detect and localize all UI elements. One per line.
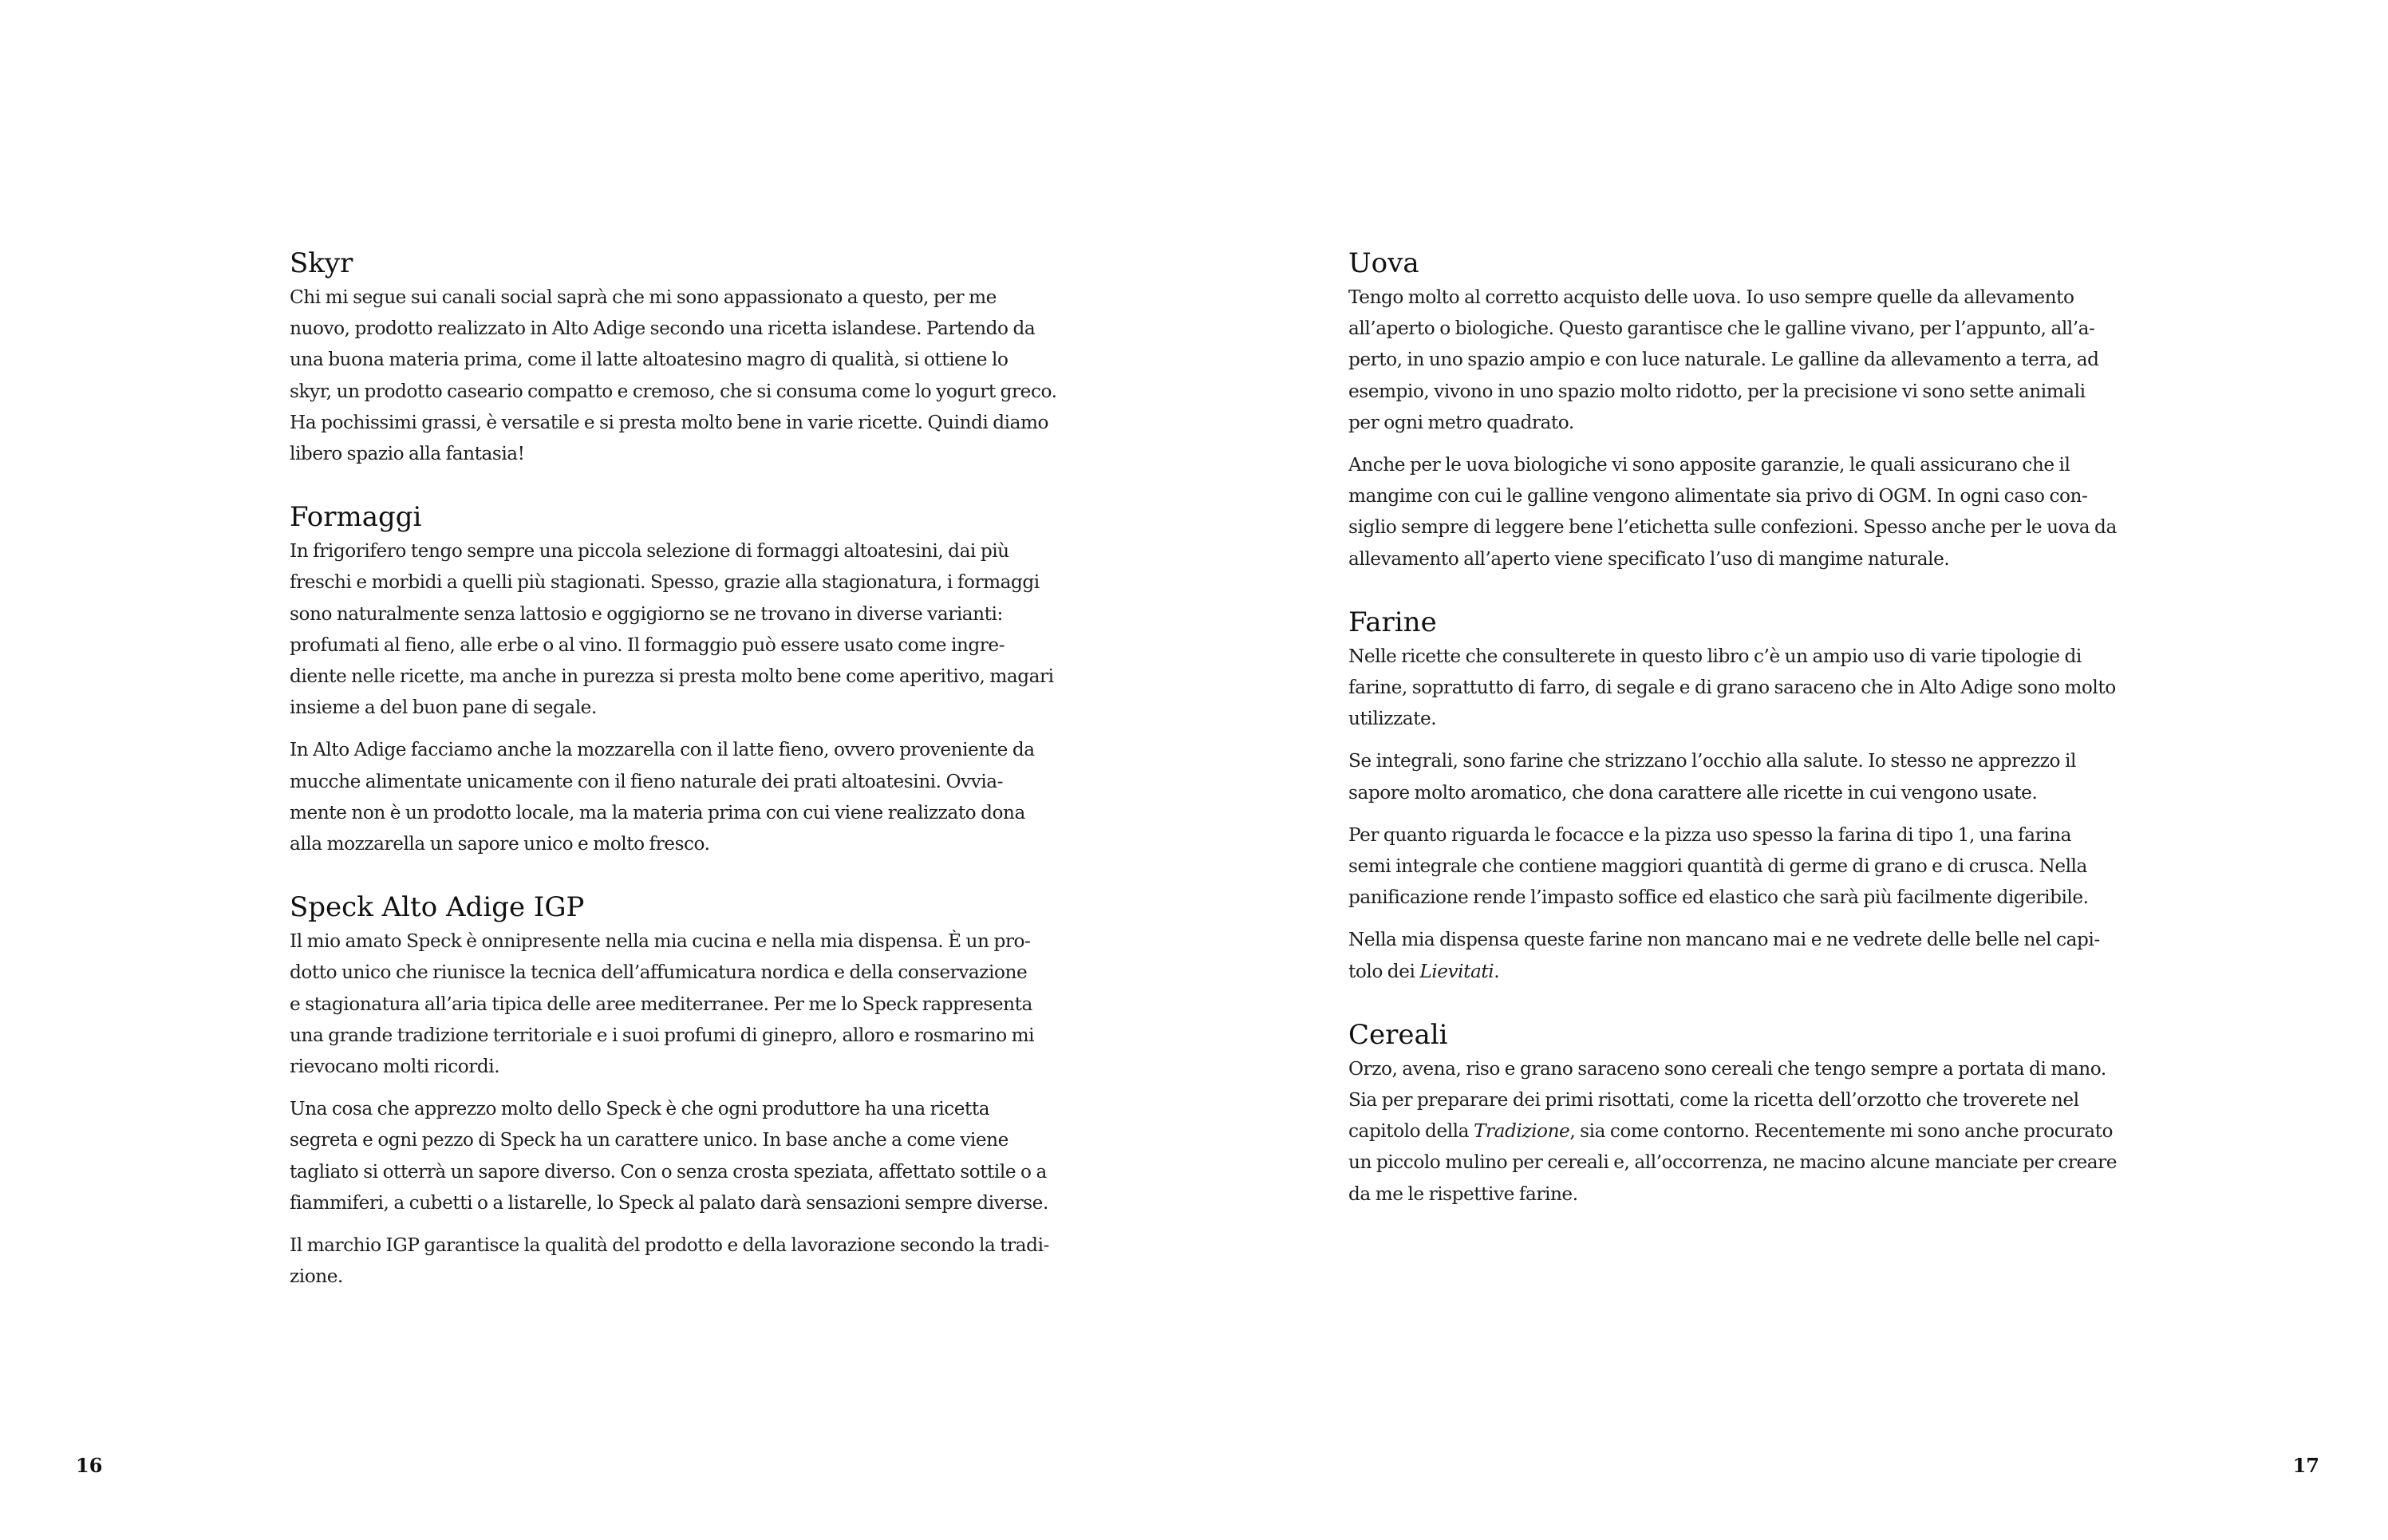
text-line: freschi e morbidi a quelli più stagionati. Spesso, grazie alla stagionatura, i formaggi [290,571,1040,594]
text-line: utilizzate. [1348,708,1437,730]
section-formaggi [290,500,1054,859]
body-paragraph [1348,819,2108,914]
section-cereali [1348,1017,2118,1210]
text-line: un piccolo mulino per cereali e, all’occorrenza, ne macino alcune manciate per creare [1348,1151,2118,1174]
body-paragraph [1348,449,2117,575]
text-line: Ha pochissimi grassi, è versatile e si presta molto bene in varie ricette. Quindi diamo [290,411,1049,433]
text-line: rievocano molti ricordi. [290,1056,500,1078]
section-uova [1348,246,2117,575]
text-line: per ogni metro quadrato. [1348,411,1574,433]
text-line: Sia per preparare dei primi risottati, come la ricetta dell’orzotto che troverete nel [1348,1089,2079,1112]
text-line: farine, soprattutto di farro, di segale e di grano saraceno che in Alto Adige sono molto [1348,677,2116,699]
text-line: capitolo della Tradizione, sia come contorno. Recentemente mi sono anche procurato [1348,1120,2114,1143]
section-heading: Uova [1348,247,1419,279]
text-line: profumati al fieno, alle erbe o al vino. Il formaggio può essere usato come ingre- [290,634,1005,656]
text-line: Tengo molto al corretto acquisto delle uova. Io uso sempre quelle da allevamento [1348,286,2074,308]
section-heading: Farine [1348,606,1437,638]
body-paragraph [1348,924,2108,986]
italic-term: Lievitati [1419,960,1494,982]
section-heading: Skyr [290,247,353,279]
text-line: alla mozzarella un sapore unico e molto fresco. [290,833,710,855]
text-line: Chi mi segue sui canali social saprà che mi sono appassionato a questo, per me [290,286,997,308]
body-paragraph [1348,641,2116,735]
section-heading: Formaggi [290,501,422,534]
right-page-text-column [1348,246,2118,1240]
text-line: mucche alimentate unicamente con il fieno naturale dei prati altoatesini. Ovvia- [290,770,1004,792]
italic-term: Tradizione [1473,1120,1570,1143]
body-paragraph [1348,282,2108,438]
text-line: Il mio amato Speck è onnipresente nella mia cucina e nella mia dispensa. È un pro- [290,930,1031,953]
text-line: In frigorifero tengo sempre una piccola selezione di formaggi altoatesini, dai più [290,540,1009,563]
text-line: skyr, un prodotto caseario compatto e cremoso, che si consuma come lo yogurt greco. [290,380,1057,402]
text-line: segreta e ogni pezzo di Speck ha un carattere unico. In base anche a come viene [290,1129,1008,1151]
body-paragraph [1348,745,2108,808]
text-line: da me le rispettive farine. [1348,1183,1578,1205]
text-line: In Alto Adige facciamo anche la mozzarella con il latte fieno, ovvero proveniente da [290,739,1035,761]
text-line: nuovo, prodotto realizzato in Alto Adige secondo una ricetta islandese. Partendo da [290,318,1036,340]
text-line: mangime con cui le galline vengono alimentate sia privo di OGM. In ogni caso con- [1348,485,2088,507]
text-line: tolo dei Lievitati. [1348,960,1500,982]
text-line: all’aperto o biologiche. Questo garantisce che le galline vivano, per l’appunto, all’a- [1348,318,2095,340]
body-paragraph [290,282,1057,469]
body-paragraph [290,535,1054,723]
text-line: semi integrale che contiene maggiori quantità di germe di grano e di crusca. Nella [1348,855,2087,878]
body-paragraph [290,1230,1049,1292]
text-line: Nelle ricette che consulterete in questo libro c’è un ampio uso di varie tipologie di [1348,645,2082,667]
text-line: Orzo, avena, riso e grano saraceno sono cereali che tengo sempre a portata di mano. [1348,1057,2106,1080]
text-line: insieme a del buon pane di segale. [290,697,597,719]
text-line: perto, in uno spazio ampio e con luce naturale. Le galline da allevamento a terra, ad [1348,349,2099,371]
left-page-text-column [290,246,1057,1322]
text-line: esempio, vivono in uno spazio molto ridotto, per la precisione vi sono sette animali [1348,380,2086,402]
body-paragraph [1348,1053,2118,1210]
section-farine [1348,605,2116,987]
text-line: dotto unico che riunisce la tecnica dell’affumicatura nordica e della conservazione [290,962,1028,984]
text-line: Anche per le uova biologiche vi sono apposite garanzie, le quali assicurano che il [1348,454,2070,476]
text-line: mente non è un prodotto locale, ma la materia prima con cui viene realizzato dona [290,801,1025,823]
text-line: siglio sempre di leggere bene l’etichetta sulle confezioni. Spesso anche per le uova da [1348,516,2117,539]
section-speck-alto-adige-igp [290,890,1049,1292]
text-line: fiammiferi, a cubetti o a listarelle, lo Speck al palato darà sensazioni sempre diverse. [290,1191,1048,1214]
text-line: zione. [290,1266,343,1288]
text-line: Una cosa che apprezzo molto dello Speck è che ogni produttore ha una ricetta [290,1098,990,1120]
body-paragraph [290,734,1049,859]
text-line: diente nelle ricette, ma anche in purezza si presta molto bene come aperitivo, magari [290,665,1054,688]
text-line: Nella mia dispensa queste farine non mancano mai e ne vedrete delle belle nel capi- [1348,929,2100,951]
text-line: una buona materia prima, come il latte altoatesino magro di qualità, si ottiene lo [290,349,1008,371]
page-number-right: 17 [2292,1454,2319,1477]
section-heading: Speck Alto Adige IGP [290,891,585,924]
text-line: una grande tradizione territoriale e i suoi profumi di ginepro, alloro e rosmarino mi [290,1024,1035,1046]
text-line: libero spazio alla fantasia! [290,443,525,465]
text-line: allevamento all’aperto viene specificato l’uso di mangime naturale. [1348,547,1950,570]
body-paragraph [290,1093,1049,1218]
text-line: Se integrali, sono farine che strizzano l’occhio alla salute. Io stesso ne apprezzo il [1348,750,2076,772]
text-line: e stagionatura all’aria tipica delle aree mediterranee. Per me lo Speck rappresenta [290,993,1032,1015]
text-line: panificazione rende l’impasto soffice ed elastico che sarà più facilmente digeribile. [1348,886,2089,909]
text-line: Il marchio IGP garantisce la qualità del prodotto e della lavorazione secondo la tradi- [290,1234,1049,1257]
text-line: sono naturalmente senza lattosio e oggigiorno se ne trovano in diverse varianti: [290,602,1003,625]
text-line: sapore molto aromatico, che dona carattere alle ricette in cui vengono usate. [1348,781,2038,804]
text-line: Per quanto riguarda le focacce e la pizza uso spesso la farina di tipo 1, una farina [1348,823,2072,846]
section-skyr [290,246,1057,469]
text-line: tagliato si otterrà un sapore diverso. Con o senza crosta speziata, affettato sottile o a [290,1160,1047,1183]
body-paragraph [290,926,1049,1082]
section-heading: Cereali [1348,1018,1448,1051]
page-number-left: 16 [76,1454,103,1477]
